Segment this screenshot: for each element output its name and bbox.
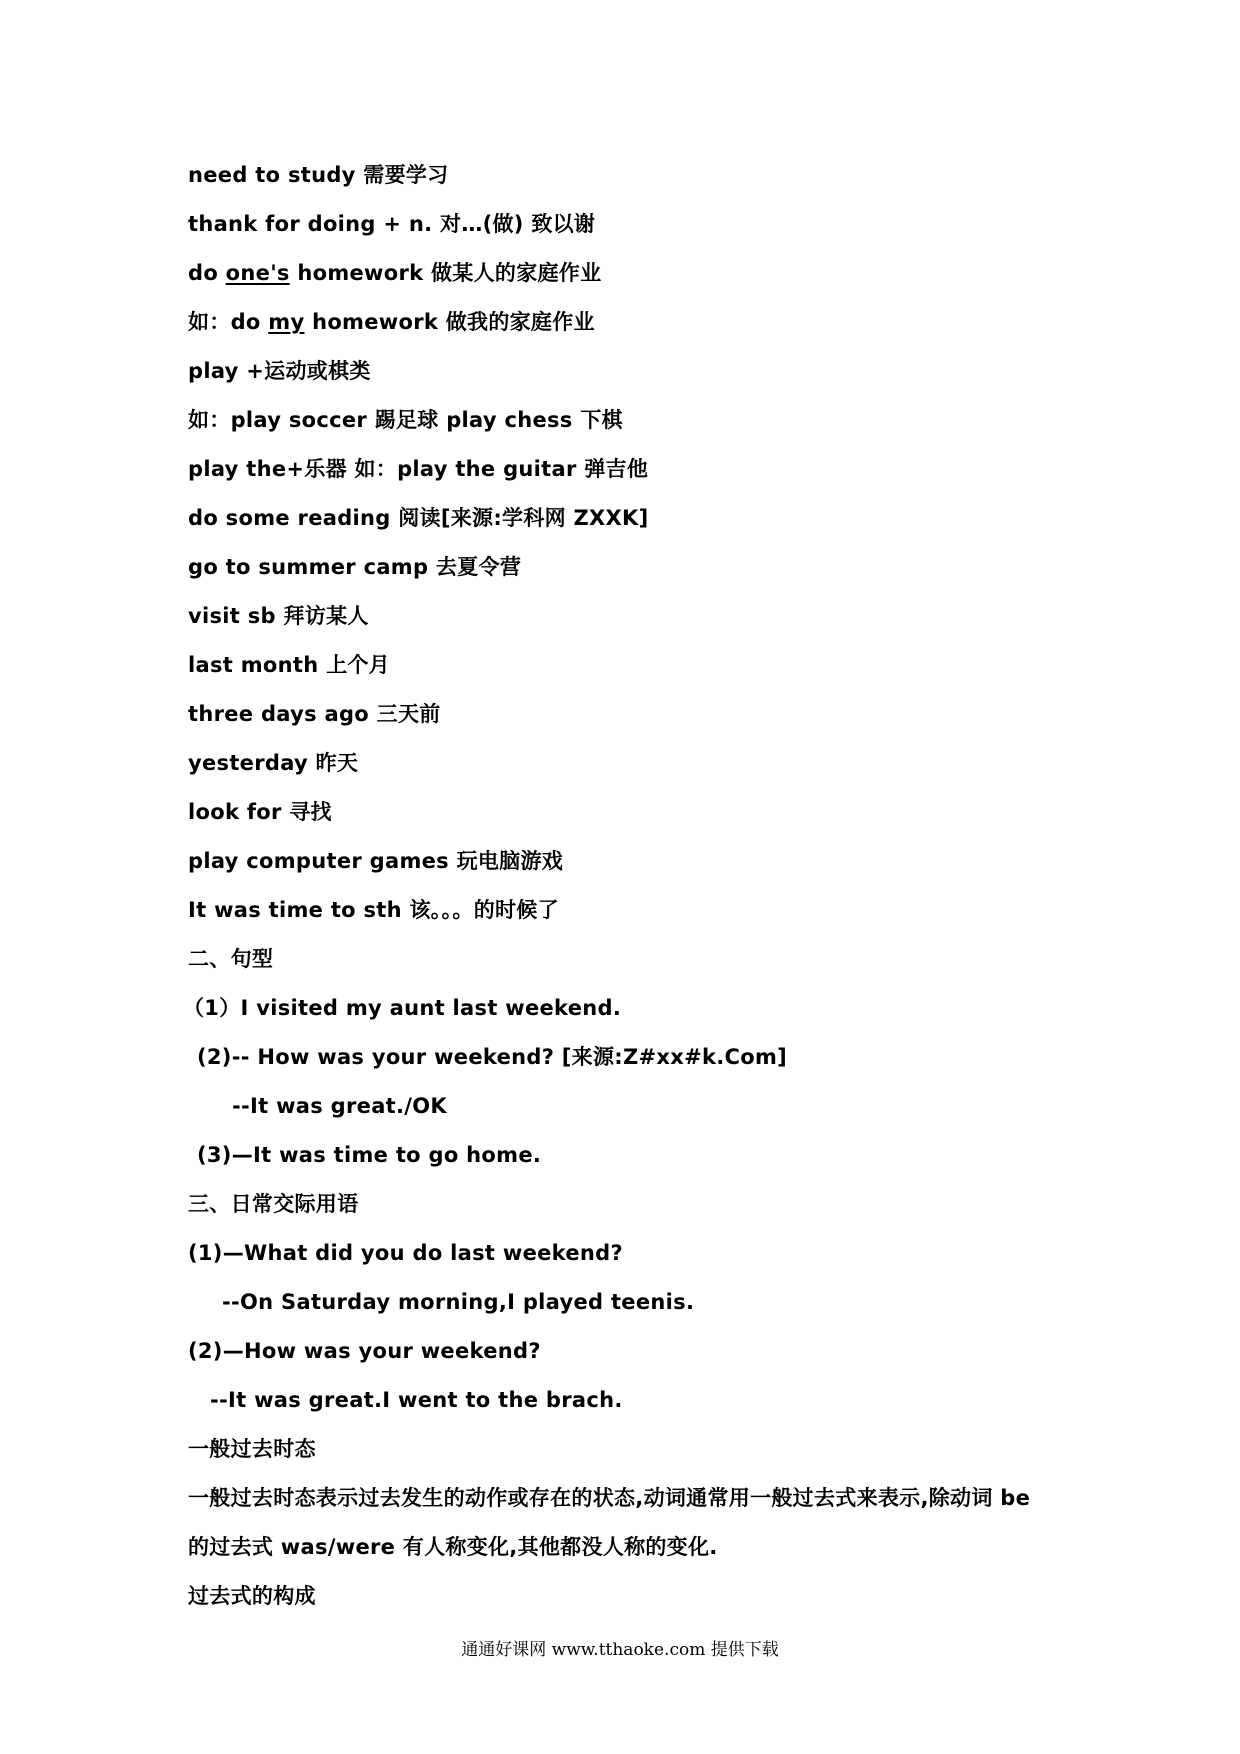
text-line: （1）I visited my aunt last weekend. (183, 996, 622, 1020)
text-segment: homework 做某人的家庭作业 (289, 261, 602, 285)
text-line: need to study 需要学习 (188, 163, 449, 187)
text-segment: do (188, 261, 226, 285)
text-line: 一般过去时态表示过去发生的动作或存在的状态,动词通常用一般过去式来表示,除动词 be (188, 1486, 1031, 1510)
section-heading: 过去式的构成 (188, 1584, 316, 1608)
text-line: 的过去式 was/were 有人称变化,其他都没人称的变化. (188, 1535, 718, 1559)
text-line: go to summer camp 去夏令营 (188, 555, 522, 579)
text-line: 如：play soccer 踢足球 play chess 下棋 (188, 408, 623, 432)
text-line: (2)-- How was your weekend? [来源:Z#xx#k.Com] (197, 1045, 788, 1069)
text-line: --It was great./OK (232, 1094, 447, 1118)
text-line: It was time to sth 该。。。的时候了 (188, 898, 559, 922)
text-line: last month 上个月 (188, 653, 390, 677)
text-line: play computer games 玩电脑游戏 (188, 849, 564, 873)
text-line: visit sb 拜访某人 (188, 604, 369, 628)
text-line: three days ago 三天前 (188, 702, 441, 726)
text-line: play +运动或棋类 (188, 359, 371, 383)
text-line: --On Saturday morning,I played teenis. (222, 1290, 695, 1314)
text-line (188, 259, 601, 287)
text-line (188, 308, 595, 336)
text-line: (2)—How was your weekend? (188, 1339, 541, 1363)
text-line: do some reading 阅读[来源:学科网 ZXXK] (188, 506, 649, 530)
underlined-word: my (268, 310, 305, 334)
text-line: (3)—It was time to go home. (197, 1143, 542, 1167)
text-line: play the+乐器 如：play the guitar 弹吉他 (188, 457, 649, 481)
text-line: look for 寻找 (188, 800, 332, 824)
section-heading: 一般过去时态 (188, 1437, 316, 1461)
text-segment: 如：do (188, 310, 269, 334)
underlined-word: one's (225, 261, 290, 285)
page-footer: 通通好课网 www.tthaoke.com 提供下载 (461, 1640, 779, 1660)
section-heading: 三、日常交际用语 (188, 1192, 359, 1216)
text-line: yesterday 昨天 (188, 751, 359, 775)
text-line: (1)—What did you do last weekend? (188, 1241, 623, 1265)
text-segment: homework 做我的家庭作业 (304, 310, 595, 334)
section-heading: 二、句型 (188, 947, 274, 971)
text-line: thank for doing + n. 对…(做) 致以谢 (188, 212, 596, 236)
text-line: --It was great.I went to the brach. (210, 1388, 623, 1412)
